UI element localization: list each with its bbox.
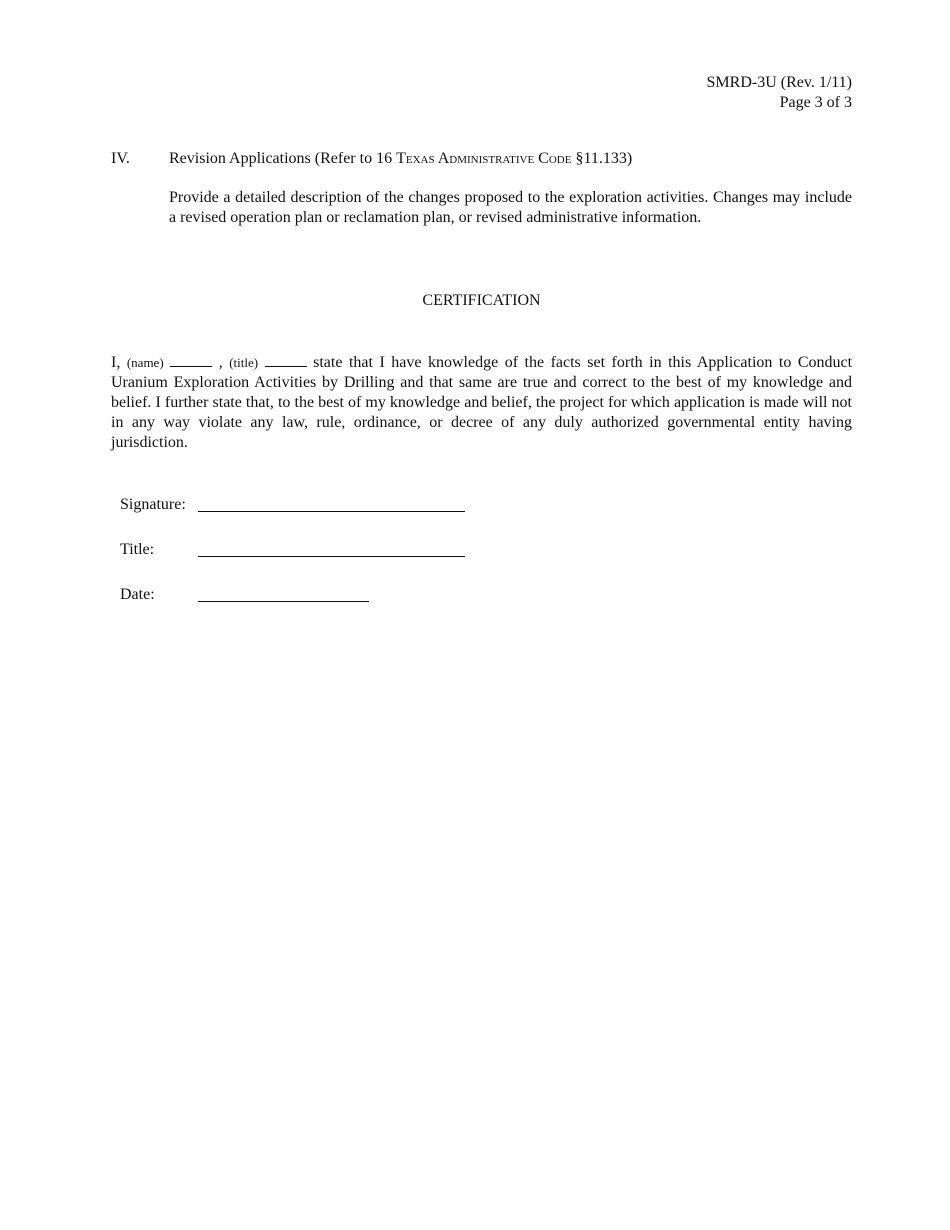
cert-intro: I, (111, 354, 121, 371)
form-number: SMRD-3U (Rev. 1/11) (706, 74, 852, 91)
page-number: Page 3 of 3 (779, 94, 852, 111)
heading-code: Texas Administrative Code (396, 150, 572, 167)
certification-title: CERTIFICATION (422, 292, 541, 309)
date-line[interactable] (198, 601, 369, 602)
title-field-label: (title) (229, 355, 259, 370)
cert-statement: state that I have knowledge of the facts set forth in this Application to Conduct Uranium Exploration Activities by Drilling and that same are true and correct to the best of my knowledge and belief. I further state that, to the best of my knowledge and belief, the project for which application is made will not in any way violate any law, rule, ordinance, or decree of any duly authorized governmental entity having jurisdiction. (111, 354, 853, 451)
heading-suffix: §11.133) (571, 150, 633, 167)
title-line[interactable] (198, 556, 465, 557)
name-field[interactable] (170, 352, 212, 367)
title-field[interactable] (265, 352, 307, 367)
cert-comma: , (218, 354, 223, 371)
date-label: Date: (120, 586, 155, 603)
section-heading (169, 149, 632, 169)
title-label: Title: (120, 541, 155, 558)
signature-label: Signature: (120, 496, 186, 513)
name-label: (name) (126, 355, 164, 370)
section-body: Provide a detailed description of the changes proposed to the exploration activities. Changes may include a revised operation plan or reclamation plan, or revised administrative information. (169, 189, 852, 226)
heading-prefix: Revision Applications (Refer to 16 (169, 150, 397, 167)
certification-paragraph (111, 352, 852, 453)
signature-line[interactable] (198, 511, 465, 512)
section-numeral: IV. (111, 150, 130, 167)
